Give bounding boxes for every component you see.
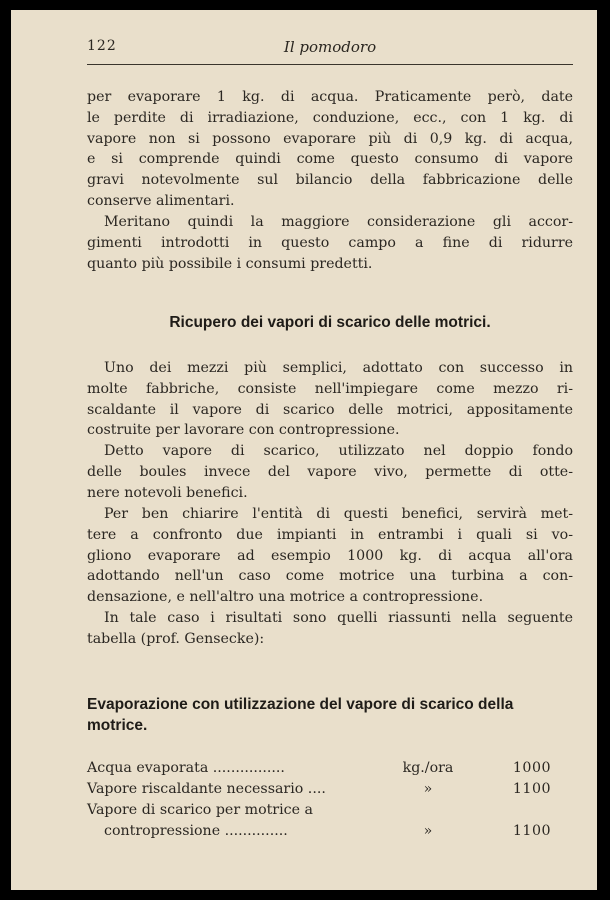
text-line: In tale caso i risultati sono quelli riassunti nella seguente	[104, 610, 573, 626]
evaporation-table	[87, 760, 573, 844]
table-row-value: 1000	[512, 760, 551, 776]
text-line: tabella (prof. Gensecke):	[87, 630, 265, 647]
header-rule	[87, 64, 573, 65]
table-row-value: 1100	[512, 781, 551, 797]
text-line: gliono evaporare ad esempio 1000 kg. di acqua all'ora	[87, 547, 573, 564]
text-line: conserve alimentari.	[87, 192, 235, 209]
text-line: densazione, e nell'altro una motrice a contropressione.	[87, 589, 484, 606]
paragraph-2	[87, 212, 573, 274]
text-line: scaldante il vapore di scarico delle motrici, appositamente	[87, 401, 573, 418]
running-title: Il pomodoro	[283, 38, 377, 56]
table-row	[87, 823, 573, 844]
paragraph-6	[87, 608, 573, 650]
text-line: delle boules invece del vapore vivo, permette di otte-	[87, 463, 573, 480]
section-heading: Ricupero dei vapori di scarico delle motrici.	[169, 314, 491, 331]
table-row-unit: »	[423, 823, 433, 839]
paragraph-5	[87, 504, 573, 608]
table-row-value: 1100	[512, 823, 551, 839]
text-line: Uno dei mezzi più semplici, adottato con successo in	[104, 360, 573, 376]
text-line: adottando nell'un caso come motrice una turbina a con-	[87, 568, 573, 585]
paragraph-4	[87, 441, 573, 503]
text-line: per evaporare 1 kg. di acqua. Praticamente però, date	[87, 89, 573, 105]
text-line: tere a confronto due impianti in entrambi i quali si vo-	[87, 526, 573, 543]
table-row-label: contropressione ..............	[104, 823, 288, 839]
page-header	[87, 38, 573, 62]
table-row	[87, 802, 573, 823]
text-line: molte fabbriche, consiste nell'impiegare come mezzo ri-	[87, 380, 573, 397]
table-row-label: Vapore riscaldante necessario ....	[87, 781, 326, 797]
text-line: quanto più possibile i consumi predetti.	[87, 255, 373, 272]
text-line: le perdite di irradiazione, conduzione, ecc., con 1 kg. di	[87, 109, 573, 126]
text-line: costruite per lavorare con contropressione.	[87, 422, 400, 439]
table-row-unit: »	[423, 781, 433, 797]
table-heading-line: motrice.	[87, 717, 148, 734]
paragraph-1	[87, 87, 573, 212]
table-row-label: Vapore di scarico per motrice a	[87, 802, 313, 818]
table-row-label: Acqua evaporata ................	[87, 760, 285, 776]
text-line: Meritano quindi la maggiore considerazione gli accor-	[104, 214, 573, 230]
text-line: e si comprende quindi come questo consumo di vapore	[87, 151, 573, 168]
table-heading-line: Evaporazione con utilizzazione del vapore di scarico della	[87, 696, 514, 713]
text-line: vapore non si possono evaporare più di 0,9 kg. di acqua,	[87, 130, 573, 147]
paragraph-3	[87, 358, 573, 441]
page-number: 122	[87, 38, 117, 54]
text-line: Detto vapore di scarico, utilizzato nel doppio fondo	[104, 443, 573, 459]
table-row	[87, 781, 573, 802]
table-row	[87, 760, 573, 781]
text-line: gimenti introdotti in questo campo a fine di ridurre	[87, 234, 573, 251]
text-line: gravi notevolmente sul bilancio della fabbricazione delle	[87, 172, 573, 189]
book-page	[11, 10, 597, 890]
text-line: nere notevoli benefici.	[87, 484, 248, 501]
text-line: Per ben chiarire l'entità di questi benefici, servirà met-	[104, 506, 573, 522]
table-heading	[87, 694, 573, 736]
table-row-unit: kg./ora	[402, 760, 454, 776]
